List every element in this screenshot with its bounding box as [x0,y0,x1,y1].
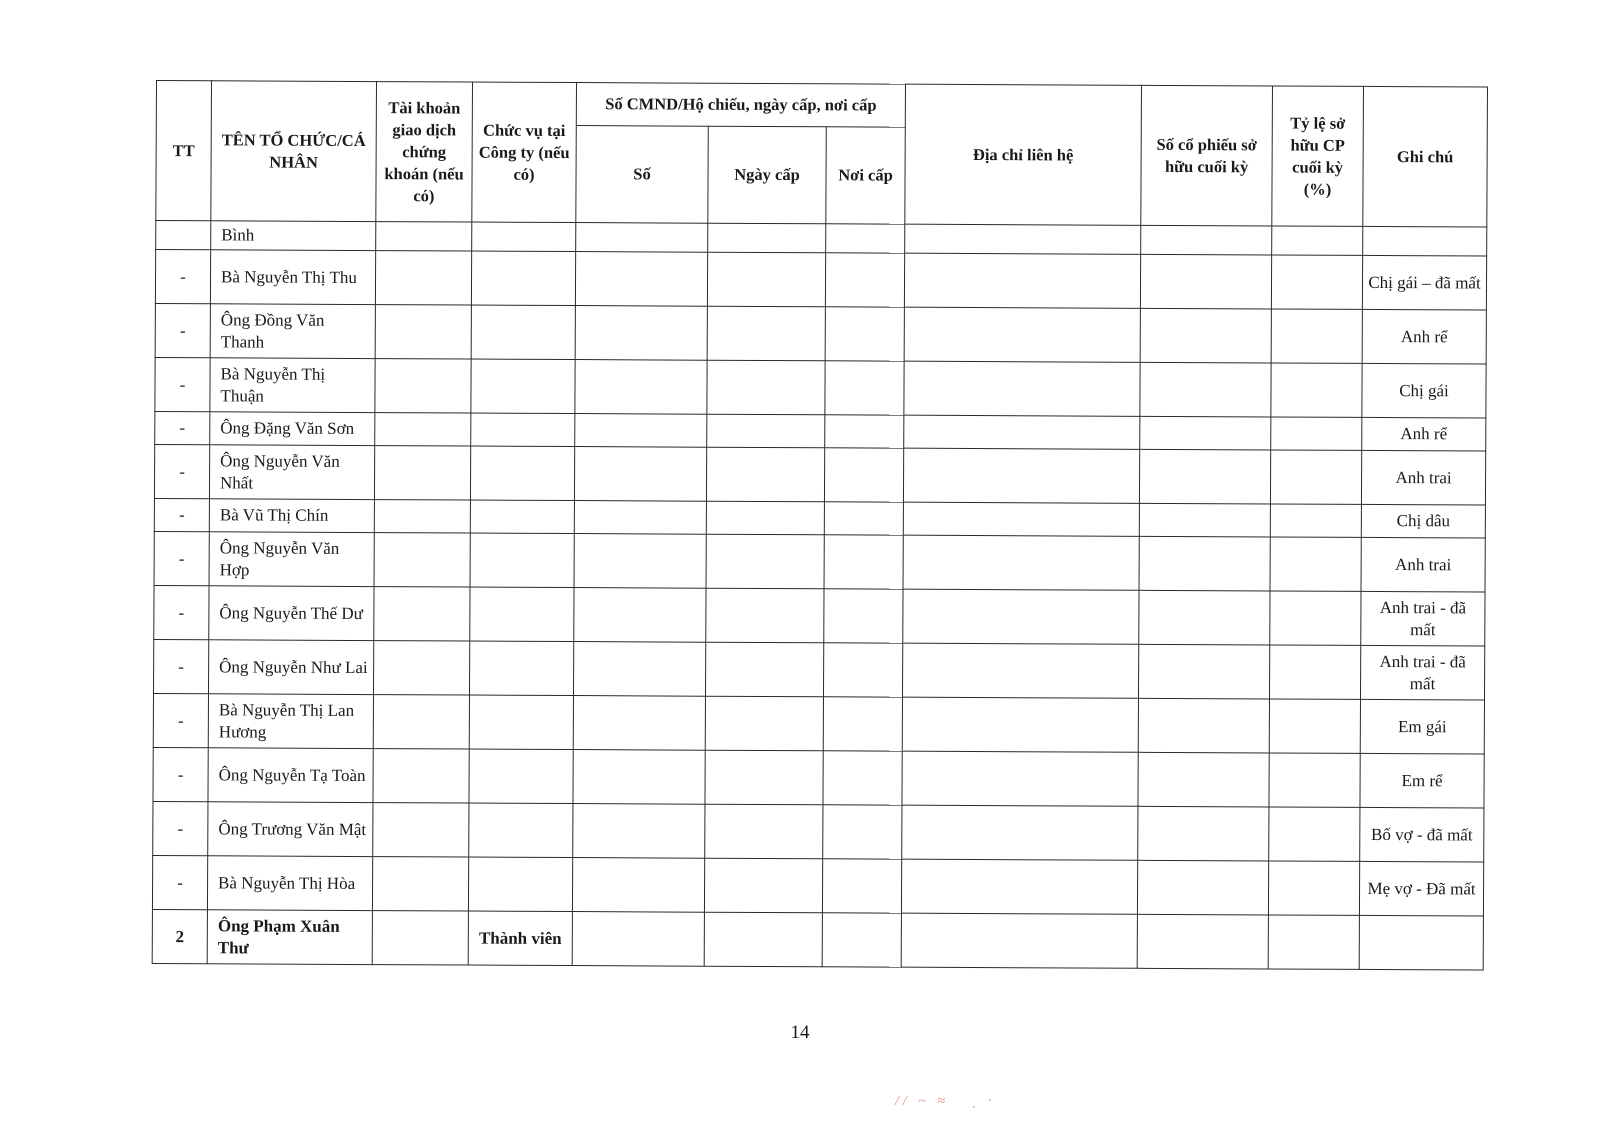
header-shares: Số cổ phiếu sở hữu cuối kỳ [1141,85,1273,226]
cell-ratio [1268,915,1359,969]
cell-address [903,448,1139,503]
cell-ratio [1271,363,1362,417]
cell-id-number [572,858,704,913]
cell-tt: - [154,585,209,639]
cell-account [374,446,470,500]
cell-note: Anh trai [1361,450,1485,505]
cell-name: Bà Nguyễn Thị Thuận [210,358,375,413]
cell-address [903,535,1139,590]
cell-issue-date [705,642,823,697]
cell-issue-date [705,804,823,859]
cell-ratio [1269,753,1360,807]
header-note: Ghi chú [1363,86,1488,227]
cell-position [469,749,573,804]
cell-shares [1139,536,1270,591]
header-tt: TT [156,81,212,221]
cell-note: Anh trai - đã mất [1361,591,1485,646]
cell-ratio [1270,504,1361,537]
cell-issue-date [706,588,824,643]
cell-shares [1140,254,1271,309]
cell-shares [1138,806,1269,861]
cell-account [372,911,468,965]
cell-account [374,533,470,587]
cell-note [1363,226,1487,256]
table-row [155,303,1486,364]
cell-issue-date [708,223,826,253]
cell-issue-place [823,697,902,751]
cell-ratio [1270,591,1361,645]
cell-name: Ông Đặng Văn Sơn [210,412,375,446]
header-ratio: Tỷ lệ sở hữu CP cuối kỳ (%) [1272,86,1364,226]
cell-shares [1139,590,1270,645]
cell-ratio [1272,226,1363,255]
header-id-number: Số [576,126,708,224]
cell-tt: - [155,357,210,411]
cell-position [469,695,573,750]
cell-position [471,251,575,306]
cell-name: Bà Nguyễn Thị Lan Hương [208,694,373,749]
cell-shares [1140,416,1271,450]
cell-name: Ông Nguyễn Tạ Toàn [208,748,373,803]
cell-position [469,641,573,696]
table-row [155,357,1486,418]
header-issue-date: Ngày cấp [708,126,826,224]
cell-shares [1139,503,1270,537]
page-number: 14 [790,1022,810,1043]
cell-shares [1139,449,1270,504]
cell-issue-date [707,360,825,415]
cell-name: Bà Vũ Thị Chín [209,499,374,533]
cell-tt: 2 [152,909,207,963]
cell-position [470,533,574,588]
cell-address [904,253,1140,308]
cell-ratio [1271,417,1362,450]
cell-position [471,305,575,360]
cell-note: Bố vợ - đã mất [1360,807,1484,862]
cell-name: Ông Nguyễn Như Lai [209,640,374,695]
cell-address [904,307,1140,362]
cell-id-number [574,501,706,535]
cell-issue-date [707,306,825,361]
cell-tt: - [154,444,209,498]
cell-issue-place [824,535,903,589]
cell-account [375,305,471,359]
cell-tt: - [154,498,209,531]
table-row [153,747,1484,808]
cell-tt: - [154,639,209,693]
cell-issue-date [704,858,822,913]
table-row [154,585,1485,646]
cell-note: Chị dâu [1361,504,1485,538]
cell-ratio [1270,645,1361,699]
cell-issue-place [824,589,903,643]
header-address: Địa chỉ liên hệ [905,84,1142,225]
table-row [154,531,1485,592]
cell-address [902,697,1138,752]
cell-address [904,361,1140,416]
cell-position [469,803,573,858]
table-row [154,639,1485,700]
cell-tt: - [152,855,207,909]
cell-note: Em rể [1360,753,1484,808]
cell-address [903,502,1139,536]
cell-tt: - [155,411,210,444]
cell-address [901,859,1137,914]
cell-issue-date [707,252,825,307]
cell-address [902,805,1138,860]
cell-name: Ông Trương Văn Mật [208,802,373,857]
table-row [155,250,1486,311]
cell-note: Chị gái – đã mất [1362,255,1486,310]
cell-issue-date [706,447,824,502]
cell-issue-place [822,913,901,967]
cell-issue-place [824,502,903,535]
cell-shares [1137,914,1268,969]
table-row [153,693,1484,754]
header-name: TÊN TỔ CHỨC/CÁ NHÂN [211,81,377,222]
cell-position [472,222,576,252]
cell-position [470,446,574,501]
cell-ratio [1271,309,1362,363]
cell-position [470,587,574,642]
cell-issue-place [823,643,902,697]
cell-account [373,803,469,857]
cell-note: Anh trai [1361,537,1485,592]
table-header [156,81,1488,228]
cell-address [903,589,1139,644]
cell-note: Anh rể [1362,309,1486,364]
cell-ratio [1268,861,1359,915]
cell-ratio [1270,450,1361,504]
cell-id-number [575,414,707,448]
cell-issue-place [823,805,902,859]
related-persons-table [152,80,1488,970]
cell-address [903,643,1139,698]
cell-note: Anh trai - đã mất [1361,645,1485,700]
cell-name: Ông Nguyễn Văn Nhất [209,445,374,500]
cell-name: Bà Nguyễn Thị Thu [210,250,375,305]
cell-shares [1140,308,1271,363]
cell-address [904,415,1140,449]
cell-tt: - [155,303,210,357]
cell-name: Bà Nguyễn Thị Hòa [207,856,372,911]
table-row [152,855,1483,916]
cell-issue-place [825,253,904,307]
cell-issue-date [706,501,824,535]
cell-note: Chị gái [1362,363,1486,418]
cell-account [374,587,470,641]
cell-address [902,751,1138,806]
cell-note [1359,915,1483,970]
cell-address [901,913,1137,968]
cell-issue-place [824,448,903,502]
cell-id-number [573,696,705,751]
header-account: Tài khoản giao dịch chứng khoán (nếu có) [376,82,473,222]
cell-account [375,251,471,305]
cell-note: Anh rể [1362,417,1486,451]
header-id-group: Số CMND/Hộ chiếu, ngày cấp, nơi cấp [576,83,905,128]
cell-issue-place [825,307,904,361]
cell-issue-place [826,224,905,253]
cell-id-number [574,588,706,643]
cell-name: Bình [211,221,376,251]
cell-tt: - [153,693,208,747]
cell-account [373,749,469,803]
cell-shares [1138,752,1269,807]
cell-id-number [572,912,704,967]
cell-note: Mẹ vợ - Đã mất [1359,861,1483,916]
cell-position [471,359,575,414]
cell-account [372,857,468,911]
cell-issue-date [707,414,825,448]
cell-address [905,224,1141,254]
cell-tt [156,221,211,250]
cell-name: Ông Đồng Văn Thanh [210,304,375,359]
cell-account [374,500,470,533]
cell-issue-place [822,859,901,913]
cell-name: Ông Nguyễn Thế Dư [209,586,374,641]
header-position: Chức vụ tại Công ty (nếu có) [472,82,577,223]
table-body [152,221,1487,970]
cell-issue-place [825,361,904,415]
cell-id-number [576,223,708,253]
cell-position [470,500,574,534]
cell-account [375,413,471,446]
cell-ratio [1270,537,1361,591]
cell-issue-date [705,750,823,805]
cell-tt: - [154,531,209,585]
cell-account [375,359,471,413]
table-row [152,909,1483,970]
cell-position [468,857,572,912]
cell-id-number [575,360,707,415]
cell-ratio [1271,255,1362,309]
cell-tt: - [153,801,208,855]
cell-account [373,641,469,695]
cell-id-number [575,252,707,307]
cell-tt: - [155,250,210,304]
cell-issue-place [825,415,904,448]
cell-issue-date [704,912,822,967]
cell-ratio [1269,807,1360,861]
cell-issue-place [823,751,902,805]
cell-shares [1140,362,1271,417]
cell-issue-date [705,696,823,751]
cell-position [471,413,575,447]
cell-issue-date [706,534,824,589]
cell-account [376,222,472,251]
cell-id-number [575,306,707,361]
red-ink-mark: // ~ ≈ ˎ · [895,1094,996,1109]
cell-shares [1139,644,1270,699]
cell-note: Em gái [1360,699,1484,754]
cell-name: Ông Nguyễn Văn Hợp [209,532,374,587]
table-row [153,801,1484,862]
cell-id-number [573,804,705,859]
cell-id-number [574,447,706,502]
cell-position: Thành viên [468,911,572,966]
cell-tt: - [153,747,208,801]
cell-id-number [573,750,705,805]
cell-ratio [1269,699,1360,753]
cell-id-number [574,534,706,589]
cell-account [373,695,469,749]
cell-id-number [573,642,705,697]
header-issue-place: Nơi cấp [826,127,905,224]
cell-name: Ông Phạm Xuân Thư [207,910,372,965]
cell-shares [1137,860,1268,915]
table-row [154,444,1485,505]
cell-shares [1141,225,1272,255]
cell-shares [1138,698,1269,753]
